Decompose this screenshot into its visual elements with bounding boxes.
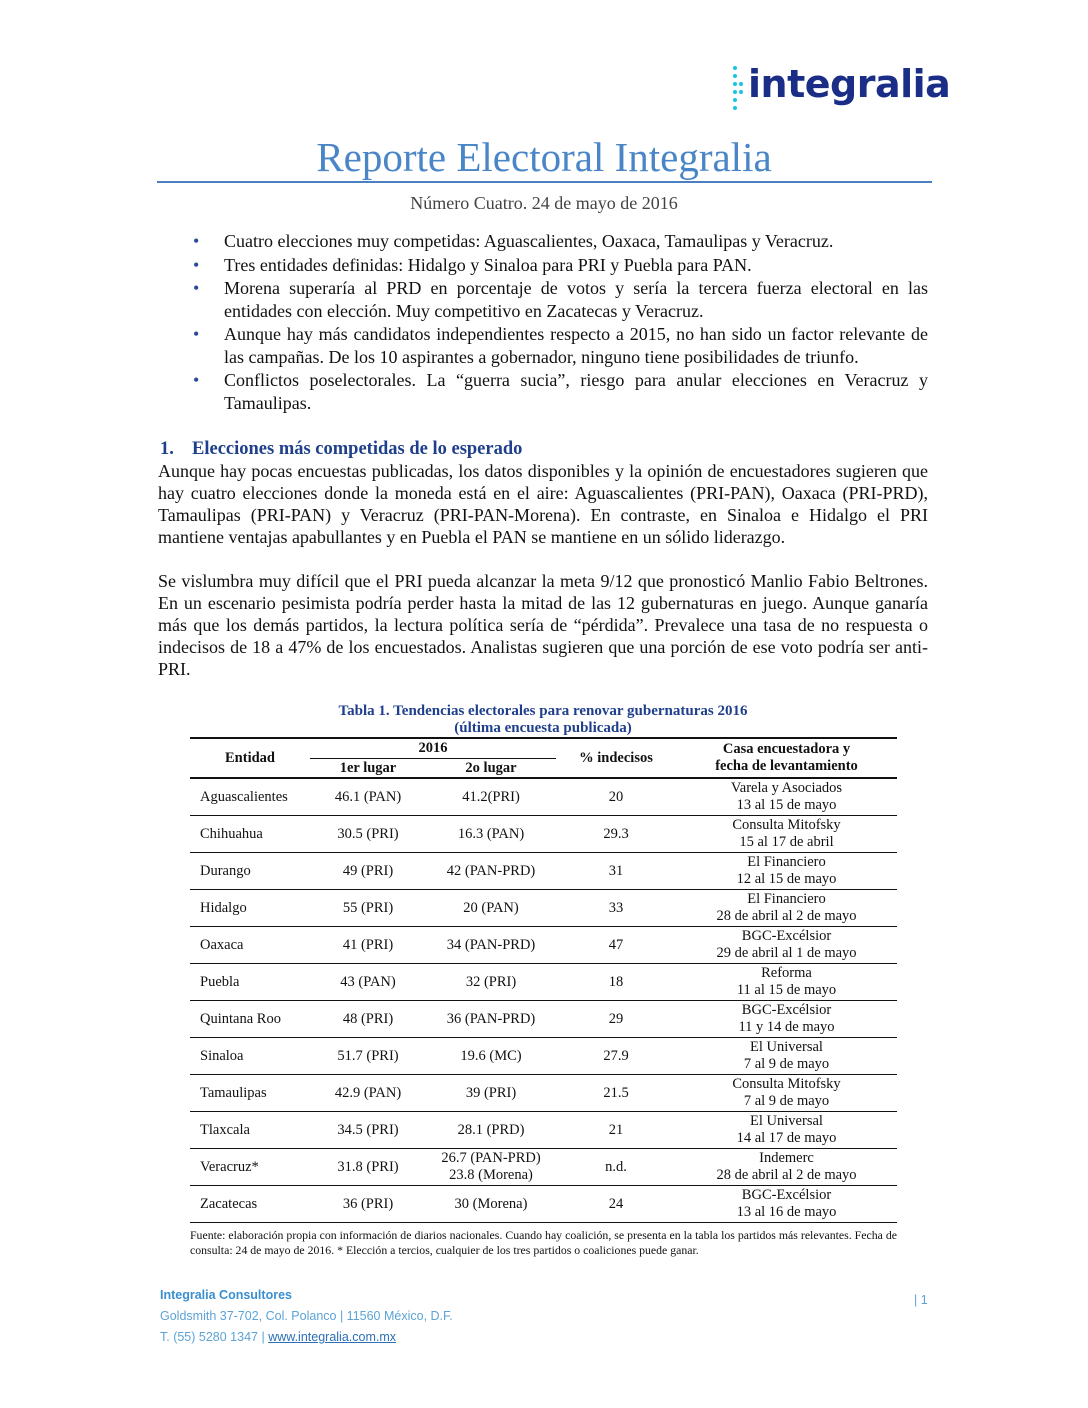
section-title: Elecciones más competidas de lo esperado: [192, 439, 523, 459]
section-heading: [160, 439, 522, 460]
cell-segundo: 16.3 (PAN): [457, 825, 525, 842]
cell-entidad: Tamaulipas: [200, 1084, 267, 1101]
footer-contact: [160, 1327, 453, 1348]
cell-entidad: Tlaxcala: [200, 1121, 250, 1138]
footer-website-link[interactable]: www.integralia.com.mx: [268, 1330, 397, 1344]
electoral-trends-table: [190, 737, 897, 1223]
cell-fecha: 15 al 17 de abril: [739, 834, 834, 850]
cell-primero: 55 (PRI): [342, 899, 394, 916]
cell-primero: 51.7 (PRI): [337, 1047, 399, 1064]
cell-entidad: Zacatecas: [200, 1195, 258, 1212]
bullet-item: • Tres entidades definidas: Hidalgo y Sinaloa para PRI y Puebla para PAN.: [158, 254, 928, 277]
cell-indecisos: 21: [608, 1121, 624, 1138]
table-source-note: Fuente: elaboración propia con información de diarios nacionales. Cuando hay coalición, se presenta en la tabla los partidos más relevantes. Fecha de consulta: 24 de mayo de 2016. * Elección a tercios, cualquier de los tres partidos o coaliciones puede ganar.: [190, 1228, 897, 1257]
cell-fecha: 13 al 16 de mayo: [736, 1204, 837, 1220]
table-caption: Tabla 1. Tendencias electorales para renovar gubernaturas 2016: [338, 703, 748, 719]
cell-segundo: 19.6 (MC): [460, 1047, 522, 1064]
cell-casa: Consulta Mitofsky: [732, 1076, 841, 1092]
cell-primero: 41 (PRI): [342, 936, 394, 953]
title-divider: [157, 181, 932, 183]
cell-indecisos: 18: [608, 973, 624, 990]
table-row: [190, 816, 897, 853]
cell-fecha: 7 al 9 de mayo: [743, 1056, 830, 1072]
cell-fecha: 28 de abril al 2 de mayo: [716, 1167, 857, 1183]
footer-address: Goldsmith 37-702, Col. Polanco | 11560 México, D.F.: [160, 1309, 453, 1323]
cell-segundo: 39 (PRI): [465, 1084, 517, 1101]
cell-indecisos: 21.5: [603, 1084, 629, 1101]
table-row: [190, 964, 897, 1001]
cell-indecisos: 47: [608, 936, 624, 953]
table-row: [190, 1186, 897, 1223]
table-row: [190, 1001, 897, 1038]
cell-indecisos: 29: [608, 1010, 624, 1027]
cell-casa: Consulta Mitofsky: [732, 817, 841, 833]
cell-primero: 42.9 (PAN): [334, 1084, 402, 1101]
cell-segundo: 34 (PAN-PRD): [446, 936, 536, 953]
paragraph: Aunque hay pocas encuestas publicadas, los datos disponibles y la opinión de encuestadores sugieren que hay cuatro elecciones donde la moneda está en el aire: Aguascalientes (PRI-PAN), Oaxaca (PRI-PRD), Tamaulipas (PRI-PAN) y Veracruz (PRI-PAN-Morena). En contraste, en Sinaloa e Hidalgo el PRI mantiene ventajas apabullantes y en Puebla el PAN se mantiene en un sólido liderazgo.: [158, 461, 928, 547]
cell-fecha: 28 de abril al 2 de mayo: [716, 908, 857, 924]
cell-entidad: Chihuahua: [200, 825, 263, 842]
cell-segundo: 32 (PRI): [465, 973, 517, 990]
cell-casa: Varela y Asociados: [730, 780, 843, 796]
cell-fecha: 29 de abril al 1 de mayo: [716, 945, 857, 961]
cell-entidad: Sinaloa: [200, 1047, 244, 1064]
table-caption-subtitle: (última encuesta publicada): [454, 720, 632, 736]
integralia-logo: [732, 60, 951, 120]
cell-fecha: 11 al 15 de mayo: [736, 982, 837, 998]
cell-fecha: 13 al 15 de mayo: [736, 797, 837, 813]
footer-phone: T. (55) 5280 1347 |: [160, 1330, 269, 1344]
header-casa-line2: fecha de levantamiento: [715, 758, 858, 774]
table-row: [190, 1149, 897, 1186]
cell-indecisos: 27.9: [603, 1047, 629, 1064]
cell-fecha: 12 al 15 de mayo: [736, 871, 837, 887]
cell-segundo: 41.2(PRI): [462, 788, 520, 805]
table-row: [190, 778, 897, 816]
table-row: [190, 1075, 897, 1112]
table-body: [190, 778, 897, 1223]
cell-segundo: 36 (PAN-PRD): [446, 1010, 536, 1027]
cell-primero: 49 (PRI): [342, 862, 394, 879]
cell-entidad: Oaxaca: [200, 936, 244, 953]
cell-casa: El Universal: [750, 1113, 823, 1129]
cell-primero: 31.8 (PRI): [337, 1158, 399, 1175]
cell-primero: 34.5 (PRI): [337, 1121, 399, 1138]
logo-dots-icon: [732, 64, 746, 120]
cell-indecisos: 24: [608, 1195, 624, 1212]
cell-primero: 48 (PRI): [342, 1010, 394, 1027]
paragraph: Se vislumbra muy difícil que el PRI pueda alcanzar la meta 9/12 que pronosticó Manlio Fabio Beltrones. En un escenario pesimista podría perder hasta la mitad de las 12 gubernaturas en juego. Aunque ganaría más que los demás partidos, la lectura política sería de “pérdida”. Prevalece una tasa de no respuesta o indecisos de 18 a 47% de los encuestados. Analistas sugieren que una porción de ese voto podría ser anti-PRI.: [158, 571, 928, 679]
cell-segundo: 20 (PAN): [463, 899, 519, 916]
cell-casa: El Universal: [750, 1039, 823, 1055]
header-entidad: Entidad: [190, 738, 310, 778]
cell-entidad: Veracruz*: [200, 1158, 259, 1175]
cell-entidad: Puebla: [200, 973, 240, 990]
bullet-item: • Conflictos poselectorales. La “guerra sucia”, riesgo para anular elecciones en Veracruz y Tamaulipas.: [158, 369, 928, 414]
cell-casa: El Financiero: [747, 891, 826, 907]
cell-fecha: 7 al 9 de mayo: [743, 1093, 830, 1109]
header-casa-line1: Casa encuestadora y: [722, 741, 851, 757]
cell-segundo: 30 (Morena): [454, 1195, 528, 1212]
table-row: [190, 1038, 897, 1075]
cell-segundo-alt: 23.8 (Morena): [449, 1167, 533, 1183]
table-row: [190, 1112, 897, 1149]
header-year: 2016: [310, 738, 556, 759]
cell-segundo: 26.7 (PAN-PRD): [441, 1150, 541, 1166]
header-casa: [676, 738, 897, 778]
cell-primero: 36 (PRI): [342, 1195, 394, 1212]
cell-primero: 46.1 (PAN): [334, 788, 402, 805]
cell-indecisos: 20: [608, 788, 624, 805]
cell-fecha: 11 y 14 de mayo: [738, 1019, 835, 1035]
table-row: [190, 890, 897, 927]
cell-casa: Indemerc: [759, 1150, 814, 1166]
header-primero: 1er lugar: [310, 759, 426, 779]
bullet-item: • Morena superaría al PRD en porcentaje de votos y sería la tercera fuerza electoral en las entidades con elección. Muy competitivo en Zacatecas y Veracruz.: [158, 277, 928, 322]
page-number: | 1: [914, 1293, 928, 1307]
cell-casa: Reforma: [761, 965, 812, 981]
page-footer: [160, 1285, 453, 1348]
cell-entidad: Quintana Roo: [200, 1010, 281, 1027]
cell-indecisos: 29.3: [603, 825, 629, 842]
logo-wordmark: integralia: [748, 62, 951, 106]
summary-bullets: [158, 230, 928, 415]
cell-entidad: Durango: [200, 862, 251, 879]
footer-company: Integralia Consultores: [160, 1288, 292, 1302]
bullet-item: • Aunque hay más candidatos independientes respecto a 2015, no han sido un factor relevante de las campañas. De los 10 aspirantes a gobernador, ninguno tiene posibilidades de triunfo.: [158, 323, 928, 368]
table-row: [190, 927, 897, 964]
issue-subtitle: Número Cuatro. 24 de mayo de 2016: [410, 193, 678, 213]
cell-segundo: 28.1 (PRD): [457, 1121, 525, 1138]
cell-indecisos: 31: [608, 862, 624, 879]
page-title: Reporte Electoral Integralia: [316, 134, 772, 180]
table-row: [190, 853, 897, 890]
bullet-item: • Cuatro elecciones muy competidas: Aguascalientes, Oaxaca, Tamaulipas y Veracruz.: [158, 230, 928, 253]
cell-casa: BGC-Excélsior: [741, 928, 832, 944]
cell-fecha: 14 al 17 de mayo: [736, 1130, 837, 1146]
cell-primero: 30.5 (PRI): [337, 825, 399, 842]
cell-entidad: Hidalgo: [200, 899, 247, 916]
header-indecisos: % indecisos: [556, 738, 676, 778]
cell-casa: BGC-Excélsior: [741, 1002, 832, 1018]
cell-entidad: Aguascalientes: [200, 788, 288, 805]
section-number: 1.: [160, 439, 174, 459]
cell-casa: BGC-Excélsior: [741, 1187, 832, 1203]
cell-indecisos: n.d.: [605, 1158, 627, 1175]
cell-indecisos: 33: [608, 899, 624, 916]
cell-primero: 43 (PAN): [340, 973, 396, 990]
header-segundo: 2o lugar: [426, 759, 556, 779]
cell-segundo: 42 (PAN-PRD): [446, 862, 536, 879]
cell-casa: El Financiero: [747, 854, 826, 870]
